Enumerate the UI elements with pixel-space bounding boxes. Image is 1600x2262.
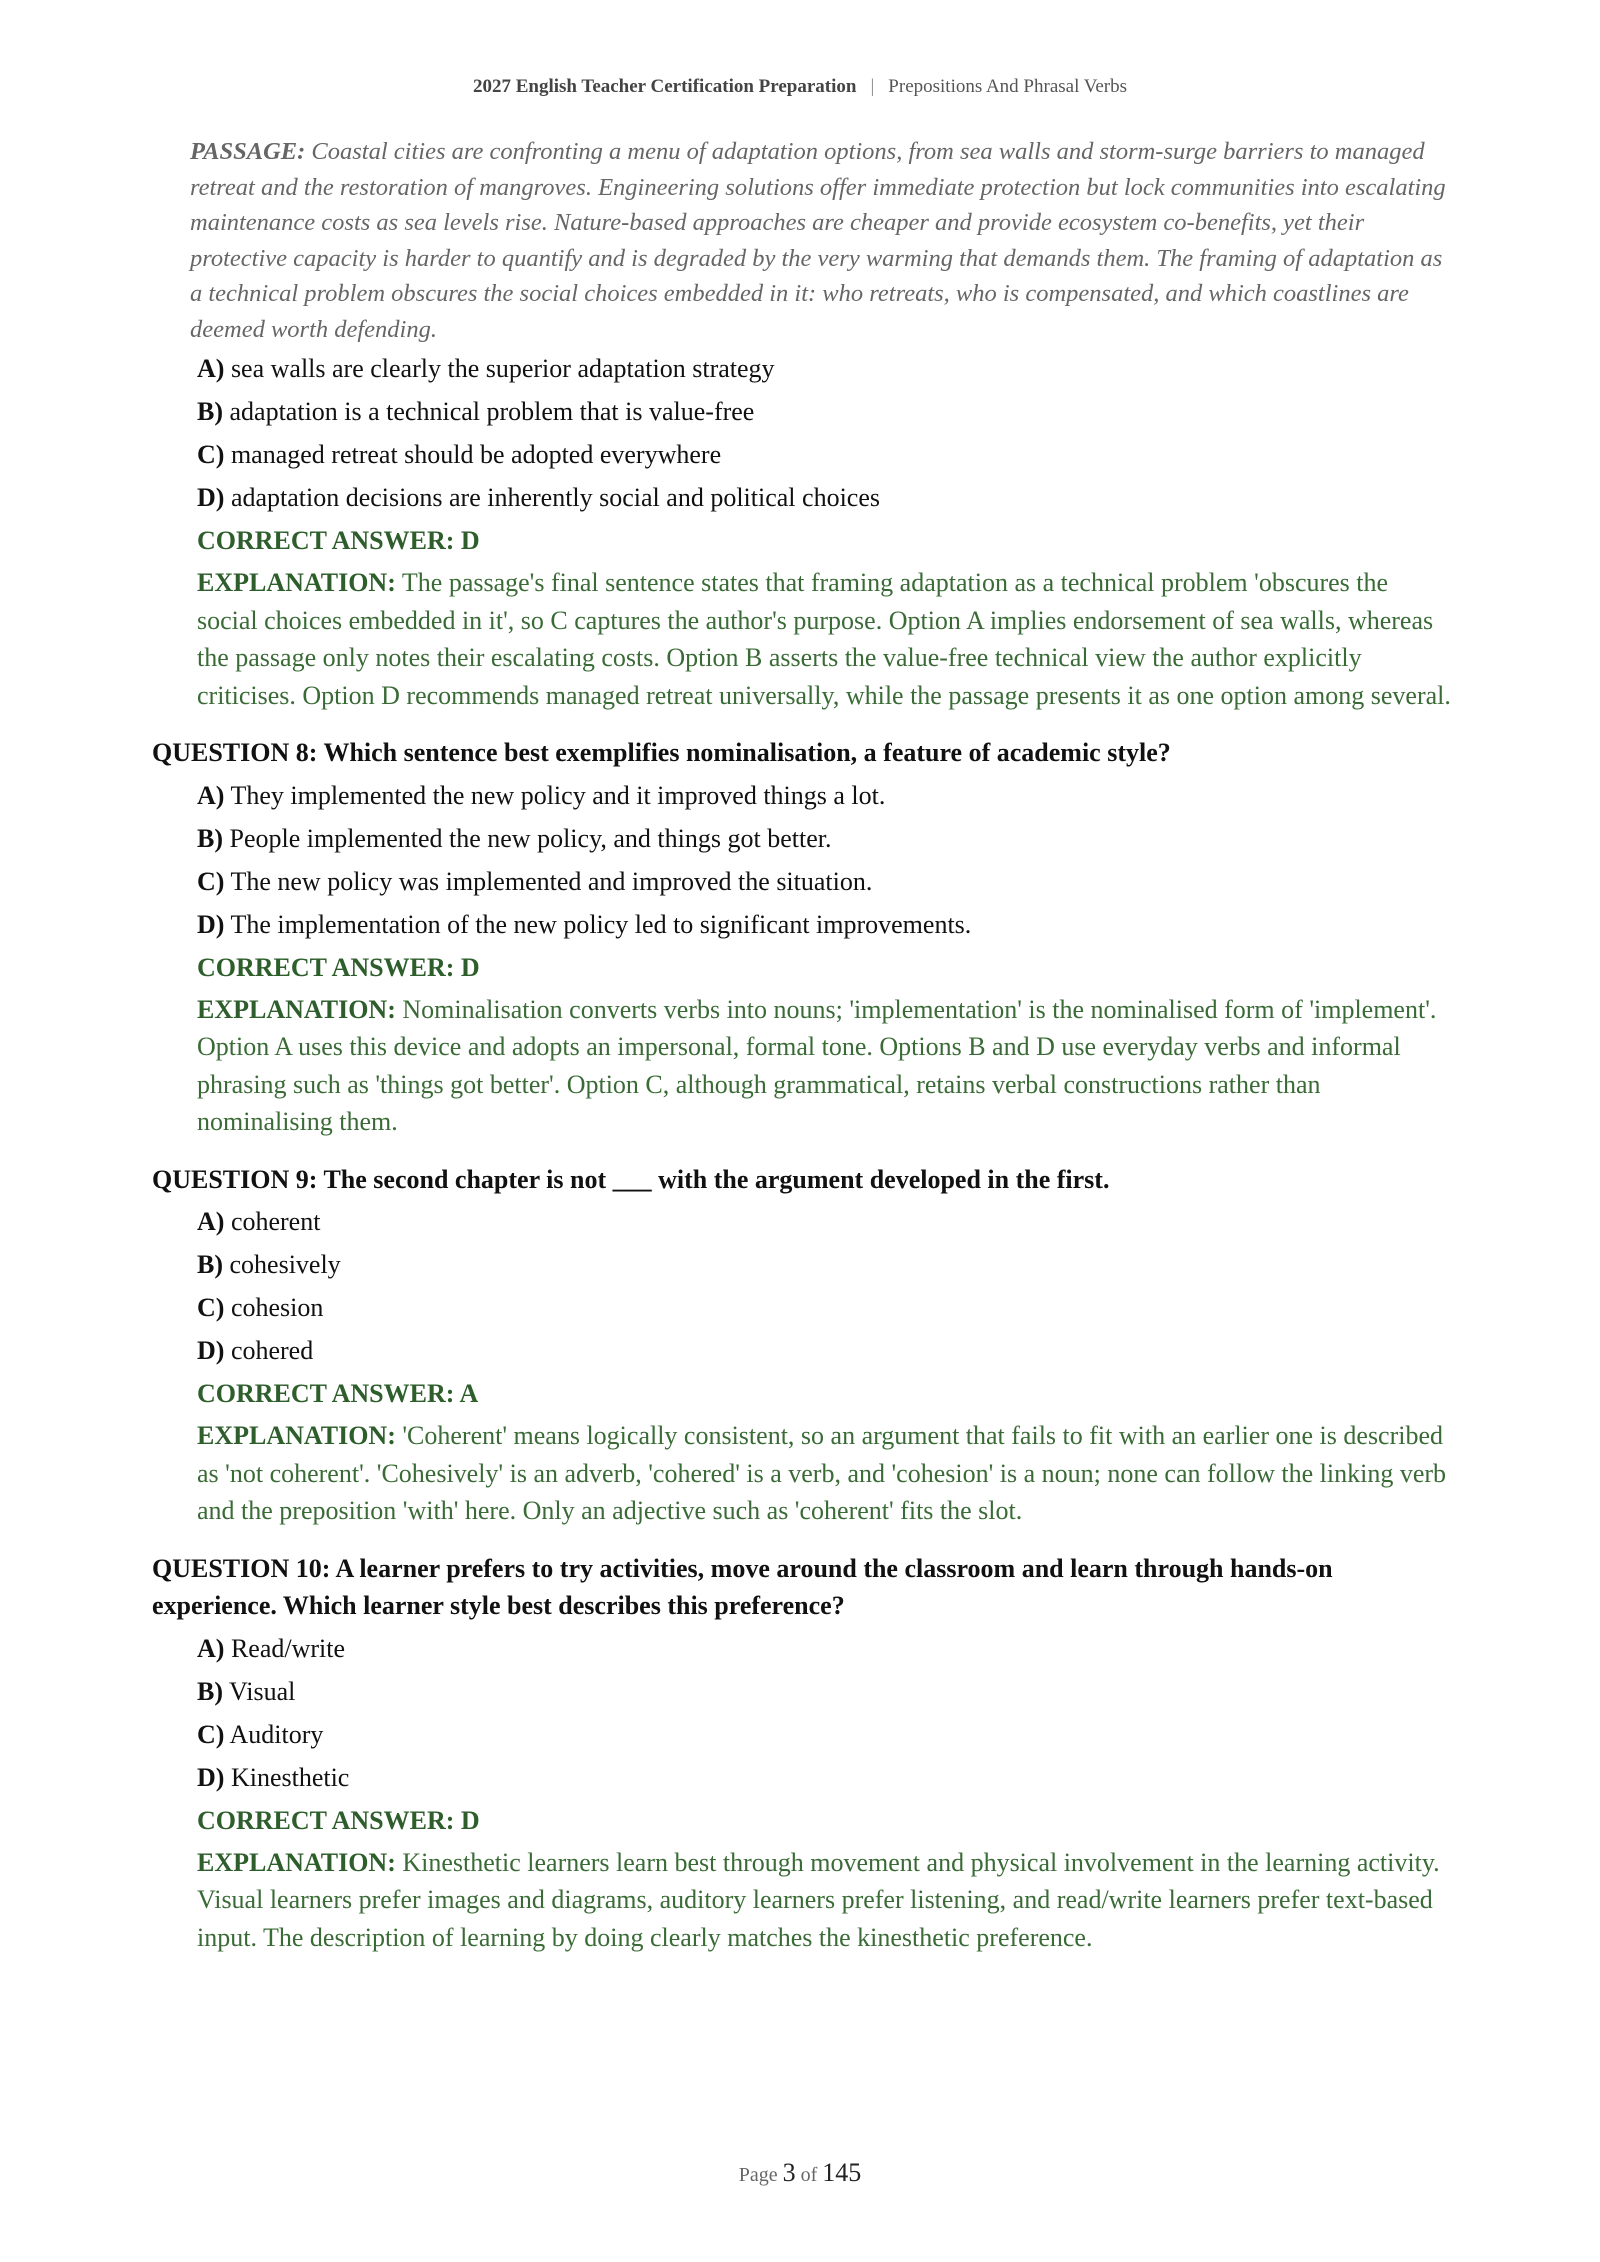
explanation-text: 'Coherent' means logically consistent, so an argument that fails to fit with an earlier one is described as 'not coherent'. 'Cohesively' is an adverb, 'cohered' is a verb, and 'cohesion' is a noun; none can follow the linking verb and the preposition 'with' here. Only an adjective such as 'coherent' fits the slot.	[197, 1421, 1447, 1525]
explanation	[197, 1417, 1452, 1530]
option-text: cohesively	[229, 1250, 341, 1279]
options-list	[197, 1627, 1452, 1799]
option-text: managed retreat should be adopted everywhere	[230, 440, 722, 469]
option-b	[197, 1670, 1452, 1713]
of-word: of	[800, 2164, 818, 2186]
option-letter: C)	[197, 1719, 225, 1749]
option-b	[197, 1243, 1452, 1286]
option-b	[197, 817, 1452, 860]
option-d	[197, 903, 1452, 946]
options-list	[197, 774, 1452, 946]
correct-answer: CORRECT ANSWER: D	[197, 1805, 480, 1835]
option-letter: C)	[197, 866, 225, 896]
question-text: QUESTION 10: A learner prefers to try activities, move around the classroom and learn through hands-on experience. Which learner style best describes this preference?	[152, 1553, 1333, 1620]
header-title: 2027 English Teacher Certification Preparation	[472, 76, 857, 97]
explanation-label: EXPLANATION:	[197, 568, 396, 597]
option-letter: D)	[197, 909, 225, 939]
option-b	[197, 390, 1452, 433]
option-d	[197, 1329, 1452, 1372]
correct-answer: CORRECT ANSWER: A	[197, 1379, 479, 1408]
option-c	[197, 433, 1452, 476]
passage-label: PASSAGE:	[190, 138, 306, 165]
option-text: Read/write	[230, 1633, 346, 1663]
option-a	[197, 347, 1452, 390]
question-text: QUESTION 9: The second chapter is not ___ with the argument developed in the first.	[152, 1164, 1110, 1194]
total-pages: 145	[822, 2158, 862, 2187]
option-letter: B)	[197, 1676, 223, 1706]
explanation-label: EXPLANATION:	[197, 1421, 396, 1450]
option-letter: B)	[197, 823, 223, 853]
page-header	[0, 76, 1600, 98]
option-letter: D)	[197, 1762, 225, 1792]
option-text: Visual	[229, 1676, 296, 1706]
page-footer	[0, 2158, 1600, 2188]
page-number: 3	[782, 2158, 796, 2187]
explanation-text: Nominalisation converts verbs into nouns; 'implementation' is the nominalised form of 'implement'. Option A uses this device and adopts an impersonal, formal tone. Options B and D use everyday verbs and informal phrasing such as 'things got better'. Option C, although grammatical, retains verbal constructions rather than nominalising them.	[197, 994, 1437, 1136]
explanation	[197, 991, 1452, 1141]
options-list	[197, 347, 1452, 519]
option-text: They implemented the new policy and it improved things a lot.	[230, 780, 886, 810]
option-text: sea walls are clearly the superior adaptation strategy	[230, 354, 775, 383]
correct-answer: CORRECT ANSWER: D	[197, 526, 480, 555]
page-content	[152, 134, 1452, 1956]
explanation-label: EXPLANATION:	[197, 994, 396, 1024]
option-letter: A)	[197, 1633, 225, 1663]
option-letter: A)	[197, 1207, 225, 1236]
option-text: coherent	[230, 1207, 321, 1236]
header-subtitle: Prepositions And Phrasal Verbs	[888, 76, 1128, 97]
explanation	[197, 564, 1452, 714]
option-d	[197, 1756, 1452, 1799]
option-a	[197, 1627, 1452, 1670]
correct-answer: CORRECT ANSWER: D	[197, 952, 480, 982]
option-a	[197, 774, 1452, 817]
option-d	[197, 476, 1452, 519]
option-c	[197, 1713, 1452, 1756]
option-letter: C)	[197, 1293, 225, 1322]
option-text: cohered	[230, 1336, 314, 1365]
question-block-8	[152, 734, 1452, 1141]
option-letter: D)	[197, 1336, 225, 1365]
header-separator: |	[870, 76, 875, 97]
question-block-10	[152, 1550, 1452, 1957]
option-text: Auditory	[229, 1719, 324, 1749]
option-a	[197, 1200, 1452, 1243]
question-block-7	[152, 134, 1452, 714]
option-letter: A)	[197, 354, 225, 383]
option-letter: B)	[197, 397, 223, 426]
option-c	[197, 1286, 1452, 1329]
option-c	[197, 860, 1452, 903]
option-text: People implemented the new policy, and things got better.	[229, 823, 832, 853]
option-letter: B)	[197, 1250, 223, 1279]
question-text: QUESTION 8: Which sentence best exemplifies nominalisation, a feature of academic style?	[152, 738, 1171, 767]
option-text: adaptation is a technical problem that is value-free	[229, 397, 755, 426]
page-word: Page	[738, 2164, 778, 2186]
passage-text: Coastal cities are confronting a menu of adaptation options, from sea walls and storm-surge barriers to managed retreat and the restoration of mangroves. Engineering solutions offer immediate protection but lock communities into escalating maintenance costs as sea levels rise. Nature-based approaches are cheaper and provide ecosystem co-benefits, yet their protective capacity is harder to quantify and is degraded by the very warming that demands them. The framing of adaptation as a technical problem obscures the social choices embedded in it: who retreats, who is compensated, and which coastlines are deemed worth defending.	[190, 138, 1446, 343]
explanation-label: EXPLANATION:	[197, 1847, 396, 1877]
option-letter: A)	[197, 780, 225, 810]
explanation	[197, 1844, 1452, 1957]
option-text: The implementation of the new policy led to significant improvements.	[230, 909, 972, 939]
options-list	[197, 1200, 1452, 1372]
option-letter: D)	[197, 483, 225, 512]
option-text: adaptation decisions are inherently social and political choices	[230, 483, 880, 512]
option-letter: C)	[197, 440, 225, 469]
option-text: Kinesthetic	[230, 1762, 350, 1792]
explanation-text: Kinesthetic learners learn best through movement and physical involvement in the learning activity. Visual learners prefer images and diagrams, auditory learners prefer listening, and read/write learners prefer text-based input. The description of learning by doing clearly matches the kinesthetic preference.	[197, 1847, 1440, 1952]
option-text: The new policy was implemented and improved the situation.	[230, 866, 873, 896]
question-block-9	[152, 1161, 1452, 1530]
explanation-text: The passage's final sentence states that framing adaptation as a technical problem 'obscures the social choices embedded in it', so C captures the author's purpose. Option A implies endorsement of sea walls, whereas the passage only notes their escalating costs. Option B asserts the value-free technical view the author explicitly criticises. Option D recommends managed retreat universally, while the passage presents it as one option among several.	[197, 568, 1451, 710]
option-text: cohesion	[230, 1293, 324, 1322]
passage	[190, 134, 1452, 347]
